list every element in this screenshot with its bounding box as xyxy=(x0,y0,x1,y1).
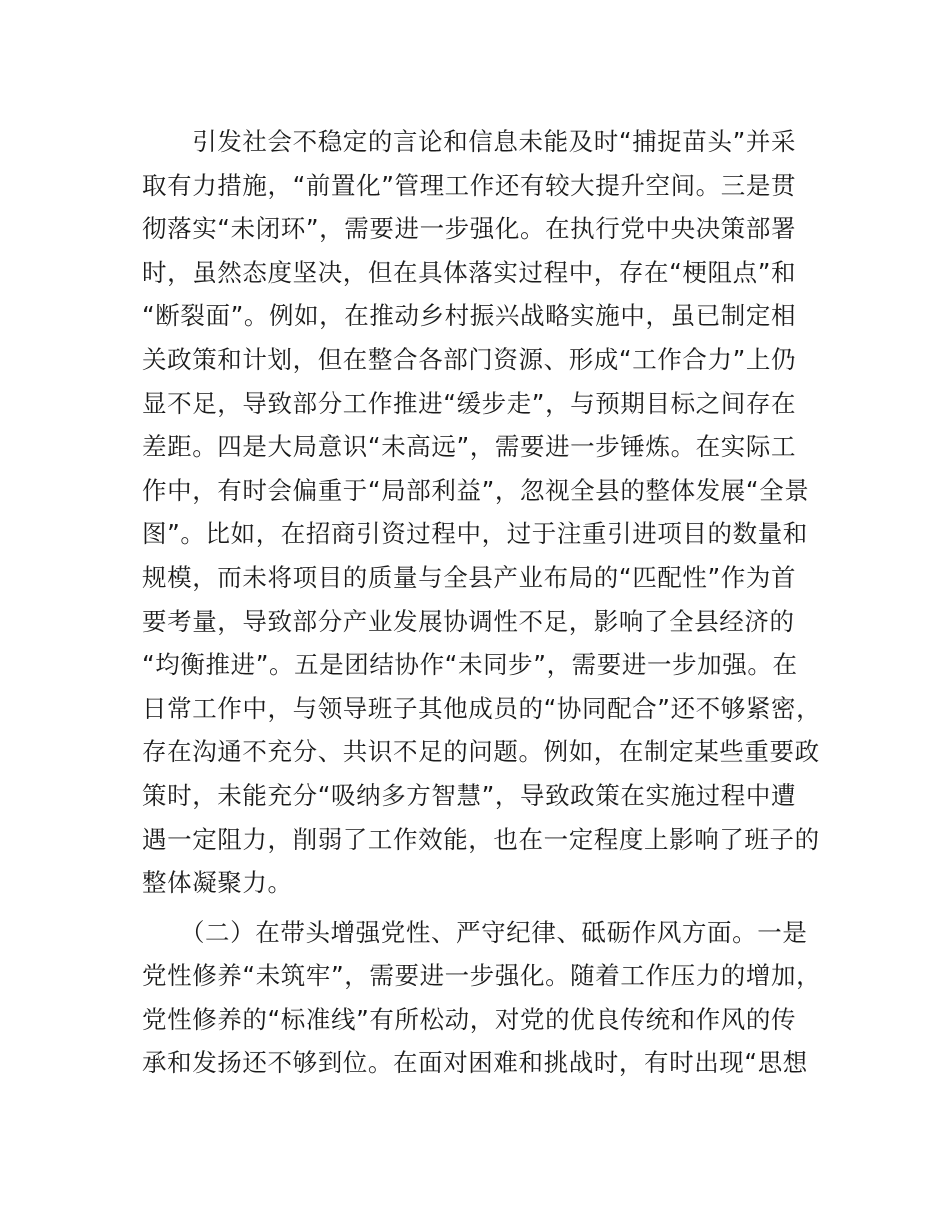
text-line: 规模，而未将项目的质量与全县产业布局的“匹配性”作为首 xyxy=(142,562,797,592)
text-line: 取有力措施，“前置化”管理工作还有较大提升空间。三是贯 xyxy=(142,170,797,200)
text-line: 党性修养的“标准线”有所松动，对党的优良传统和作风的传 xyxy=(142,1004,797,1034)
text-line: 遇一定阻力，削弱了工作效能，也在一定程度上影响了班子的 xyxy=(142,824,820,854)
text-line: 日常工作中，与领导班子其他成员的“协同配合”还不够紧密， xyxy=(142,693,822,723)
text-line: 关政策和计划，但在整合各部门资源、形成“工作合力”上仍 xyxy=(142,344,797,374)
paragraph-1 xyxy=(142,120,842,905)
text-line: 图”。比如，在招商引资过程中，过于注重引进项目的数量和 xyxy=(142,519,808,549)
text-line: 显不足，导致部分工作推进“缓步走”，与预期目标之间存在 xyxy=(142,388,797,418)
text-line: 整体凝聚力。 xyxy=(142,868,293,898)
text-line: 时，虽然态度坚决，但在具体落实过程中，存在“梗阻点”和 xyxy=(142,257,797,287)
text-line: 策时，未能充分“吸纳多方智慧”，导致政策在实施过程中遭 xyxy=(142,780,797,810)
body-text xyxy=(142,120,842,1085)
text-line: 引发社会不稳定的言论和信息未能及时“捕捉苗头”并采 xyxy=(142,127,797,156)
text-line: 党性修养“未筑牢”，需要进一步强化。随着工作压力的增加， xyxy=(142,961,822,991)
text-line: 彻落实“未闭环”，需要进一步强化。在执行党中央决策部署 xyxy=(142,214,797,244)
text-line: “均衡推进”。五是团结协作“未同步”，需要进一步加强。在 xyxy=(142,650,798,680)
text-line: 要考量，导致部分产业发展协调性不足，影响了全县经济的 xyxy=(142,606,795,636)
text-line: “断裂面”。例如，在推动乡村振兴战略实施中，虽已制定相 xyxy=(142,301,797,331)
text-line: 承和发扬还不够到位。在面对困难和挑战时，有时出现“思想 xyxy=(142,1048,808,1078)
text-line: 差距。四是大局意识“未高远”，需要进一步锤炼。在实际工 xyxy=(142,432,797,462)
text-line: 存在沟通不充分、共识不足的问题。例如，在制定某些重要政 xyxy=(142,737,820,767)
text-line: 作中，有时会偏重于“局部利益”，忽视全县的整体发展“全景 xyxy=(142,475,810,505)
text-line: （二）在带头增强党性、严守纪律、砥砺作风方面。一是 xyxy=(142,917,808,947)
paragraph-2 xyxy=(142,911,842,1085)
